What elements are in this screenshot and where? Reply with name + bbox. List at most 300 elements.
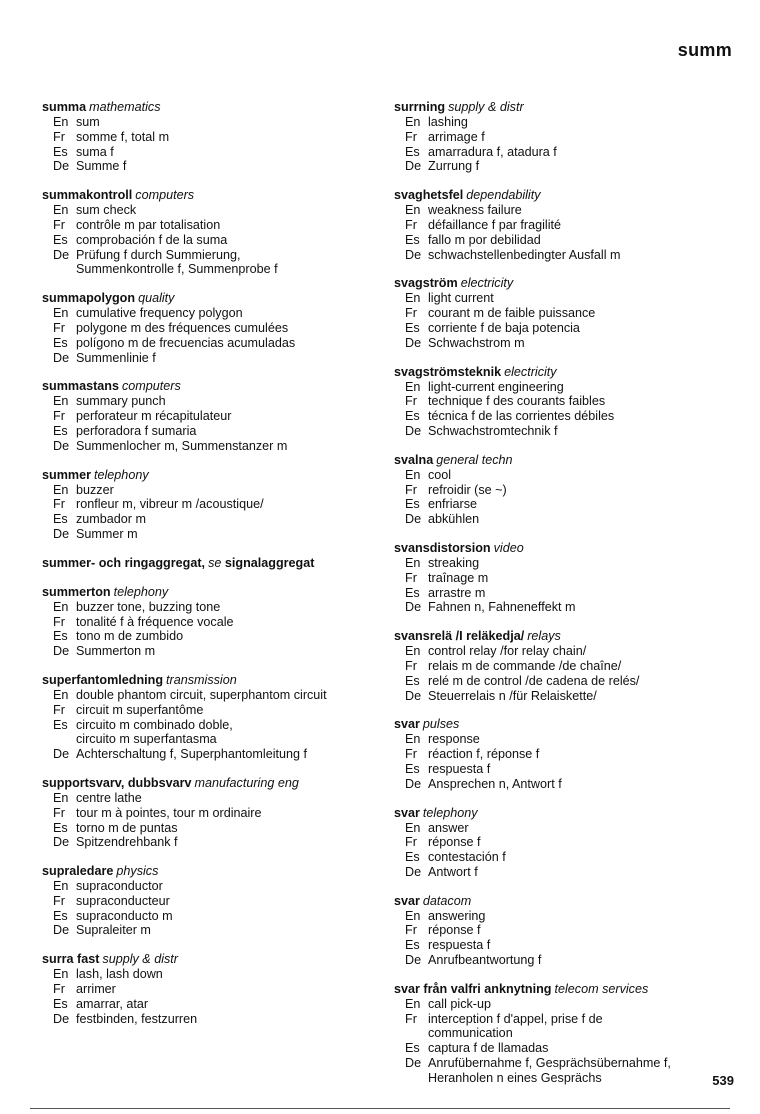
translation-line [394,1071,739,1086]
page-number: 539 [712,1073,734,1088]
translation-text: contrôle m par totalisation [76,217,221,232]
translation-line [394,424,739,439]
translation-text: réponse f [428,835,481,850]
language-code: Es [405,1041,420,1056]
dictionary-entry [394,717,739,791]
entry-head [42,864,372,879]
translation-line [394,777,739,792]
translation-text: Summerton m [76,644,156,659]
domain-label: dependability [466,188,541,203]
translation-text: light-current engineering [428,379,564,394]
translation-line [394,512,739,527]
domain-label: supply & distr [102,952,178,967]
language-code: Fr [53,129,65,144]
translation-line [42,923,372,938]
translation-line [42,703,372,718]
translation-text: circuito m combinado doble, [76,717,233,732]
translation-text: torno m de puntas [76,820,178,835]
translation-line [42,439,372,454]
language-code: En [405,996,421,1011]
language-code: En [53,879,69,894]
dictionary-entry [394,188,739,262]
domain-label: computers [135,188,195,203]
entry-head [42,776,372,791]
translation-line [42,115,372,130]
entry-head [42,468,372,483]
translation-line [42,336,372,351]
translation-line [42,424,372,439]
dictionary-entry [42,556,372,571]
headword: supportsvarv, dubbsvarv [42,775,192,790]
dictionary-entry [42,468,372,542]
translation-text: polygone m des fréquences cumulées [76,320,289,335]
headword: summastans [42,379,119,394]
language-code: Fr [405,306,417,321]
translation-text: contestación f [428,850,506,865]
language-code: Fr [405,394,417,409]
translation-line [394,644,739,659]
translation-line [394,306,739,321]
translation-line [394,380,739,395]
translation-text: Ansprechen n, Antwort f [428,776,562,791]
translation-line [394,923,739,938]
translation-line [394,953,739,968]
language-code: Es [53,144,68,159]
language-code: Es [53,629,68,644]
headword: svagströmsteknik [394,364,502,379]
language-code: Fr [53,982,65,997]
translation-text: tour m à pointes, tour m ordinaire [76,805,262,820]
translation-line [394,674,739,689]
language-code: Es [405,761,420,776]
translation-text: call pick-up [428,996,491,1011]
translation-text: Heranholen n eines Gesprächs [428,1070,602,1085]
translation-line [394,233,739,248]
translation-line [394,556,739,571]
headword: svar [394,805,420,820]
language-code: En [53,967,69,982]
translation-text: streaking [428,555,480,570]
translation-line [394,732,739,747]
translation-line [42,248,372,263]
translation-text: centre lathe [76,790,142,805]
language-code: De [53,747,70,762]
domain-label: transmission [166,672,237,687]
language-code: Es [53,335,68,350]
translation-line [394,130,739,145]
entry-head [394,100,739,115]
translation-text: Spitzendrehbank f [76,835,178,850]
translation-text: Fahnen n, Fahneneffekt m [428,600,576,615]
translation-text: response [428,732,480,747]
translation-line [394,159,739,174]
domain-label: video [493,540,524,555]
entry-head [42,585,372,600]
language-code: De [53,644,70,659]
headword: svalna [394,452,434,467]
entry-head [394,188,739,203]
translation-text: zumbador m [76,512,146,527]
translation-text: sum [76,115,100,129]
translation-line [394,115,739,130]
translation-text: technique f des courants faibles [428,394,606,409]
language-code: Fr [405,129,417,144]
domain-label: telephony [113,584,169,599]
headword: svansdistorsion [394,540,491,555]
language-code: De [53,159,70,174]
entry-head [42,100,372,115]
translation-line [42,688,372,703]
translation-text: corriente f de baja potencia [428,320,580,335]
translation-line [394,659,739,674]
translation-text: abkühlen [428,512,480,527]
domain-label: mathematics [89,100,161,114]
translation-text: amarradura f, atadura f [428,144,557,159]
headword: supraledare [42,864,114,879]
translation-line [42,806,372,821]
translation-line [394,909,739,924]
dictionary-entry [42,100,372,174]
language-code: De [53,438,70,453]
language-code: Fr [53,805,65,820]
translation-text: supraconducteur [76,893,170,908]
dictionary-entry [394,276,739,350]
headword: svar [394,893,420,908]
language-code: En [53,394,69,409]
headword: summer- och ringaggregat, [42,555,206,570]
dictionary-entry [42,673,372,762]
translation-line [42,894,372,909]
translation-text: relais m de commande /de chaîne/ [428,658,622,673]
domain-label: telephony [94,467,149,482]
translation-line [394,938,739,953]
dictionary-entry [394,982,739,1086]
translation-text: double phantom circuit, superphantom circuit [76,687,327,702]
domain-label: electricity [504,364,557,379]
headword: svaghetsfel [394,188,464,203]
entry-head [42,188,372,203]
language-code: Fr [53,497,65,512]
translation-text: cumulative frequency polygon [76,306,243,321]
language-code: En [53,790,69,805]
translation-line [42,159,372,174]
translation-line [394,145,739,160]
translation-line [42,145,372,160]
translation-text: relé m de control /de cadena de relés/ [428,673,640,688]
language-code: De [405,335,422,350]
dictionary-entry [394,365,739,439]
dictionary-entry [42,864,372,938]
language-code: Fr [53,320,65,335]
translation-text: Supraleiter m [76,923,151,938]
translation-text: técnica f de las corrientes débiles [428,409,615,424]
domain-label: datacom [422,893,472,908]
translation-line [42,233,372,248]
translation-line [42,1012,372,1027]
language-code: Es [53,512,68,527]
translation-line [42,644,372,659]
entry-head [394,629,739,644]
translation-line [42,218,372,233]
entry-head [394,365,739,380]
language-code: En [405,291,421,306]
dictionary-entry [42,291,372,365]
translation-text: captura f de llamadas [428,1041,549,1056]
translation-text: Prüfung f durch Summierung, [76,247,241,262]
translation-text: supraconductor [76,879,163,894]
language-code: Es [53,717,68,732]
translation-line [394,762,739,777]
translation-line [394,850,739,865]
translation-text: festbinden, festzurren [76,1011,198,1026]
translation-line [42,394,372,409]
translation-line [394,571,739,586]
translation-text: lash, lash down [76,967,163,982]
language-code: En [405,555,421,570]
translation-text: polígono m de frecuencias acumuladas [76,335,296,350]
translation-text: light current [428,291,494,306]
language-code: De [53,923,70,938]
translation-line [42,600,372,615]
language-code: De [53,350,70,365]
translation-text: Schwachstrom m [428,335,525,350]
translation-line [42,821,372,836]
language-code: Es [405,850,420,865]
translation-text: answer [428,820,469,835]
language-code: Fr [405,570,417,585]
language-code: En [53,599,69,614]
translation-line [42,629,372,644]
translation-line [394,336,739,351]
translation-text: supraconducto m [76,908,173,923]
language-code: En [53,115,69,129]
translation-text: communication [428,1026,513,1041]
translation-text: circuit m superfantôme [76,702,204,717]
language-code: Fr [405,482,417,497]
language-code: Es [405,409,420,424]
translation-text: Summer m [76,526,138,541]
language-code: Es [405,585,420,600]
translation-line [42,512,372,527]
domain-label: manufacturing eng [194,775,299,790]
dictionary-entry [42,585,372,659]
translation-line [42,351,372,366]
language-code: De [405,512,422,527]
language-code: De [405,159,422,174]
headword: svansrelä /I reläkedja/ [394,629,525,644]
translation-text: comprobación f de la suma [76,232,228,247]
translation-text: Antwort f [428,864,478,879]
translation-line [394,1012,739,1027]
translation-line [394,1041,739,1056]
translation-text: Schwachstromtechnik f [428,423,558,438]
entry-head [394,717,739,732]
translation-text: respuesta f [428,938,491,953]
entry-head [394,982,739,997]
cross-reference: signalaggregat [224,555,315,570]
domain-label: telephony [422,805,478,820]
right-column [394,100,739,1100]
translation-line [42,203,372,218]
translation-line [42,879,372,894]
headword: surra fast [42,952,100,967]
translation-text: Summenkontrolle f, Summenprobe f [76,262,278,277]
translation-text: control relay /for relay chain/ [428,644,587,659]
translation-line [42,835,372,850]
domain-label: physics [116,864,159,879]
translation-line [394,409,739,424]
translation-line [394,483,739,498]
translation-line [42,409,372,424]
left-column [42,100,372,1040]
language-code: En [53,306,69,321]
headword: svar från valfri anknytning [394,981,552,996]
dictionary-entry [394,453,739,527]
entry-head [42,673,372,688]
entry-head [42,291,372,306]
headword: surrning [394,100,446,114]
domain-label: general techn [436,452,513,467]
translation-text: lashing [428,115,468,129]
translation-text: respuesta f [428,761,491,776]
entry-head [394,453,739,468]
language-code: Es [53,423,68,438]
headword: superfantomledning [42,672,164,687]
language-code: En [405,820,421,835]
language-code: En [405,908,421,923]
entry-head [42,379,372,394]
translation-line [42,130,372,145]
language-code: De [405,953,422,968]
translation-text: perforateur m récapitulateur [76,409,232,424]
language-code: En [405,644,421,659]
translation-text: Achterschaltung f, Superphantomleitung f [76,747,308,762]
domain-label: telecom services [554,981,649,996]
language-code: De [405,776,422,791]
language-code: En [405,203,421,218]
language-code: De [405,423,422,438]
language-code: De [405,247,422,262]
translation-line [394,835,739,850]
translation-line [42,732,372,747]
entry-head [42,556,372,571]
translation-text: buzzer [76,482,114,497]
language-code: En [405,732,421,747]
translation-line [394,1026,739,1041]
translation-text: traînage m [428,570,489,585]
translation-line [42,718,372,733]
entry-head [394,894,739,909]
translation-text: interception f d'appel, prise f de [428,1011,603,1026]
headword: summakontroll [42,188,133,203]
language-code: En [53,482,69,497]
translation-line [394,321,739,336]
language-code: Fr [405,747,417,762]
translation-text: refroidir (se ~) [428,482,507,497]
translation-text: arrimage f [428,129,485,144]
translation-line [42,967,372,982]
translation-text: Steuerrelais n /für Relaiskette/ [428,688,597,703]
language-code: Es [405,497,420,512]
translation-line [42,527,372,542]
translation-line [394,821,739,836]
translation-line [42,615,372,630]
translation-text: fallo m por debilidad [428,232,541,247]
translation-text: circuito m superfantasma [76,732,217,747]
dictionary-entry [394,894,739,968]
translation-line [394,468,739,483]
language-code: Es [405,320,420,335]
headword: summer [42,467,91,482]
entry-head [394,541,739,556]
domain-label: se [208,555,222,570]
language-code: Es [53,820,68,835]
language-code: De [53,526,70,541]
language-code: Fr [53,893,65,908]
translation-line [42,997,372,1012]
language-code: En [405,115,421,129]
dictionary-entry [394,806,739,880]
translation-text: réaction f, réponse f [428,747,540,762]
dictionary-entry [394,100,739,174]
translation-line [42,497,372,512]
language-code: Es [53,908,68,923]
language-code: Es [405,144,420,159]
language-code: Fr [405,217,417,232]
headword: svagström [394,276,458,291]
domain-label: computers [122,379,181,394]
translation-line [42,483,372,498]
dictionary-entry [42,188,372,277]
language-code: Es [405,232,420,247]
translation-line [394,747,739,762]
entry-head [42,952,372,967]
translation-line [394,689,739,704]
translation-text: sum check [76,203,137,218]
translation-line [42,909,372,924]
headword: summerton [42,584,111,599]
translation-text: Zurrung f [428,159,480,174]
language-code: En [405,379,421,394]
translation-line [394,600,739,615]
language-code: De [53,247,70,262]
translation-text: Anrufbeantwortung f [428,953,542,968]
dictionary-entry [394,541,739,615]
language-code: De [405,1056,422,1071]
dictionary-entry [42,776,372,850]
translation-line [42,791,372,806]
translation-text: ronfleur m, vibreur m /acoustique/ [76,497,264,512]
translation-text: suma f [76,144,114,159]
language-code: En [405,467,421,482]
language-code: Fr [53,409,65,424]
translation-text: weakness failure [428,203,522,218]
dictionary-entry [394,629,739,703]
translation-line [394,218,739,233]
headword: summapolygon [42,291,136,306]
translation-line [42,262,372,277]
translation-text: Summenlocher m, Summenstanzer m [76,438,288,453]
translation-line [394,997,739,1012]
language-code: Es [53,232,68,247]
language-code: Fr [405,658,417,673]
headword: summa [42,100,87,114]
language-code: De [53,835,70,850]
translation-text: tonalité f à fréquence vocale [76,614,234,629]
language-code: En [53,203,69,218]
translation-text: Summenlinie f [76,350,156,365]
translation-text: schwachstellenbedingter Ausfall m [428,247,621,262]
